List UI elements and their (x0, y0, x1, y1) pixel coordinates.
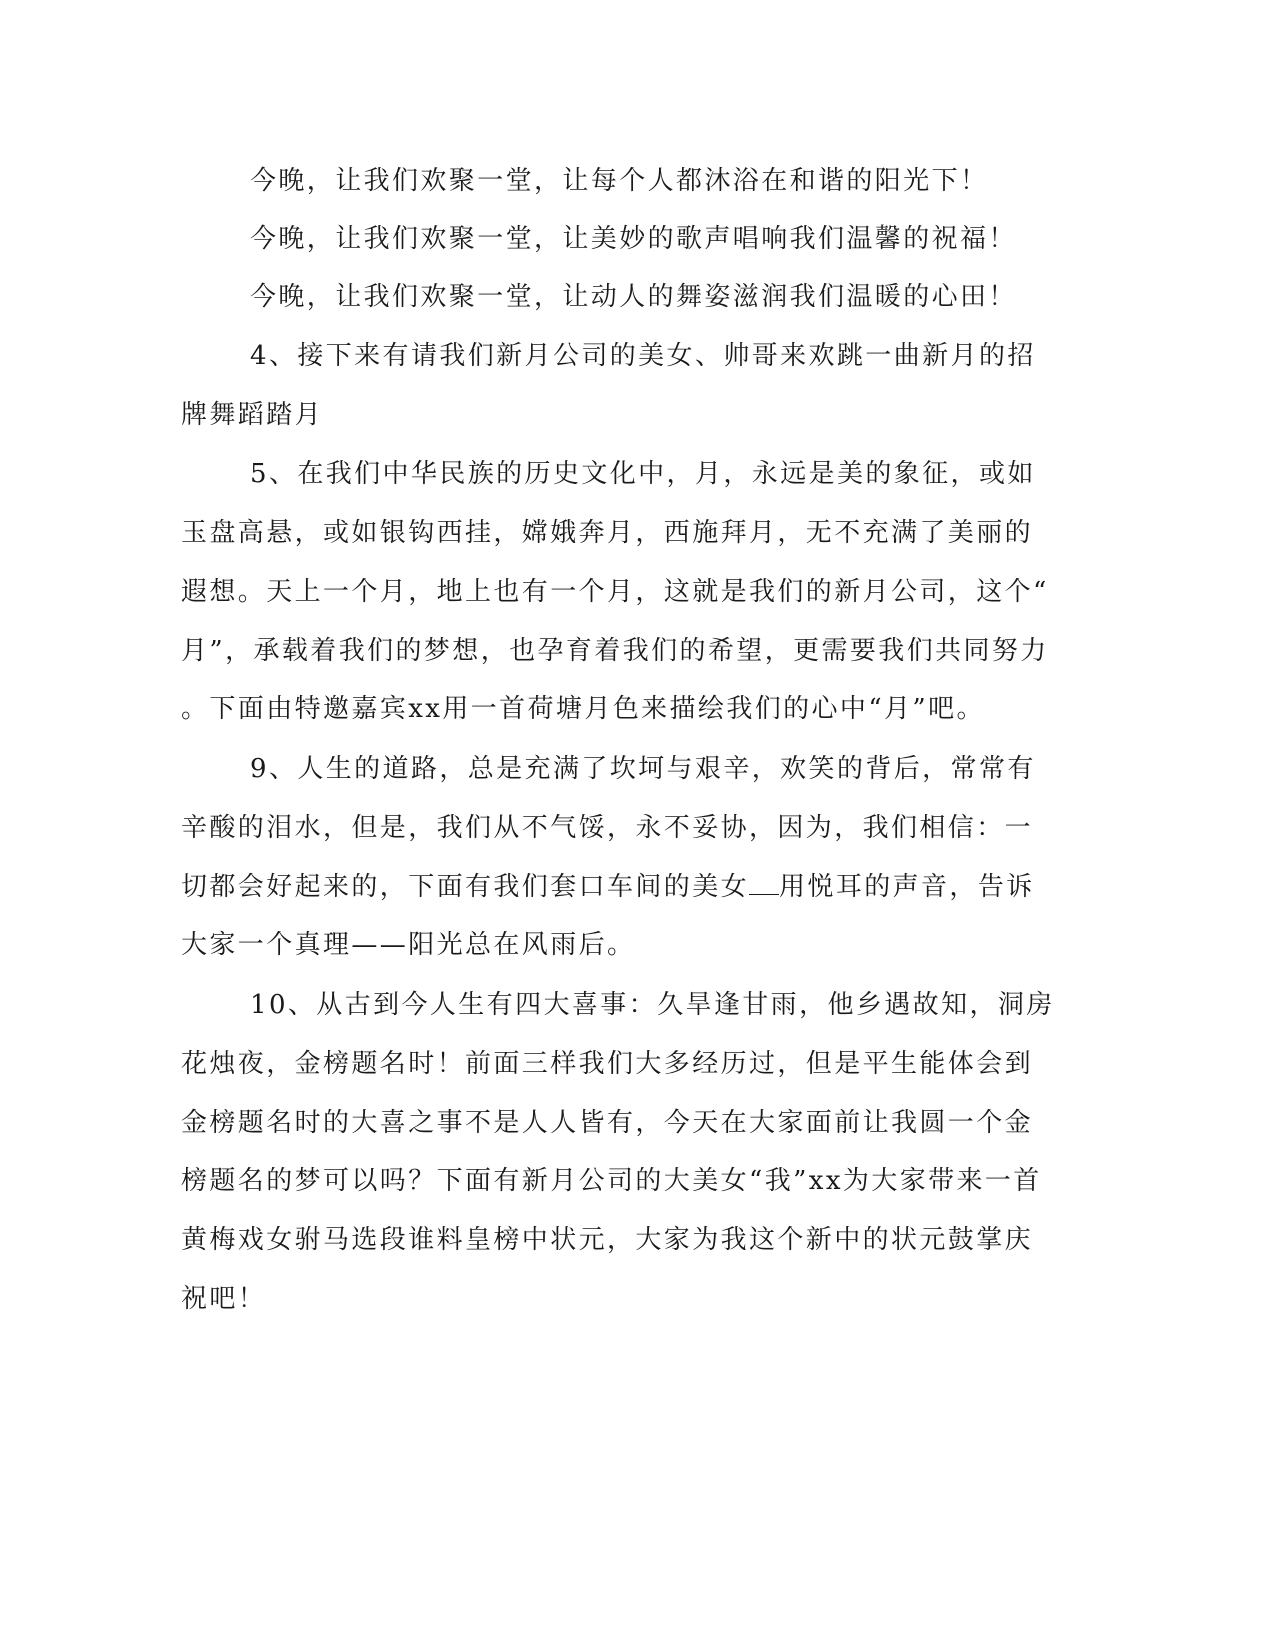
fill-in-blank (749, 872, 779, 895)
text-line: 月”，承载着我们的梦想，也孕育着我们的希望，更需要我们共同努力 (181, 636, 1049, 666)
text-segment: 用悦耳的声音，告诉 (779, 872, 1035, 902)
text-line: 祝吧！ (181, 1284, 267, 1314)
text-line: 4、接下来有请我们新月公司的美女、帅哥来欢跳一曲新月的招 (250, 341, 1036, 371)
text-line: 5、在我们中华民族的历史文化中，月，永远是美的象征，或如 (250, 459, 1036, 489)
text-line: 花烛夜，金榜题名时！前面三样我们大多经历过，但是平生能体会到 (181, 1049, 1034, 1079)
text-line: 辛酸的泪水，但是，我们从不气馁，永不妥协，因为，我们相信：一 (181, 813, 1034, 843)
text-line: 今晚，让我们欢聚一堂，让动人的舞姿滋润我们温暖的心田！ (250, 282, 1017, 312)
text-line: 大家一个真理——阳光总在风雨后。 (181, 930, 636, 960)
text-line: 今晚，让我们欢聚一堂，让每个人都沐浴在和谐的阳光下！ (250, 166, 989, 196)
text-segment: 切都会好起来的，下面有我们套口车间的美女 (181, 872, 750, 902)
text-line: 黄梅戏女驸马选段谁料皇榜中状元，大家为我这个新中的状元鼓掌庆 (181, 1225, 1034, 1255)
text-line: 榜题名的梦可以吗？下面有新月公司的大美女“我”xx为大家带来一首 (181, 1166, 1042, 1196)
text-line: 10、从古到今人生有四大喜事：久旱逢甘雨，他乡遇故知，洞房 (250, 990, 1055, 1020)
text-line-with-blank (181, 870, 1035, 904)
text-line: 金榜题名时的大喜之事不是人人皆有，今天在大家面前让我圆一个金 (181, 1108, 1034, 1138)
text-line: 今晚，让我们欢聚一堂，让美妙的歌声唱响我们温馨的祝福！ (250, 224, 1017, 254)
text-line: 遐想。天上一个月，地上也有一个月，这就是我们的新月公司，这个“ (181, 577, 1049, 607)
text-line: 。下面由特邀嘉宾xx用一首荷塘月色来描绘我们的心中“月”吧。 (181, 694, 985, 724)
text-line: 玉盘高悬，或如银钩西挂，嫦娥奔月，西施拜月，无不充满了美丽的 (181, 518, 1034, 548)
text-line: 9、人生的道路，总是充满了坎坷与艰辛，欢笑的背后，常常有 (250, 754, 1036, 784)
text-line: 牌舞蹈踏月 (181, 400, 324, 430)
